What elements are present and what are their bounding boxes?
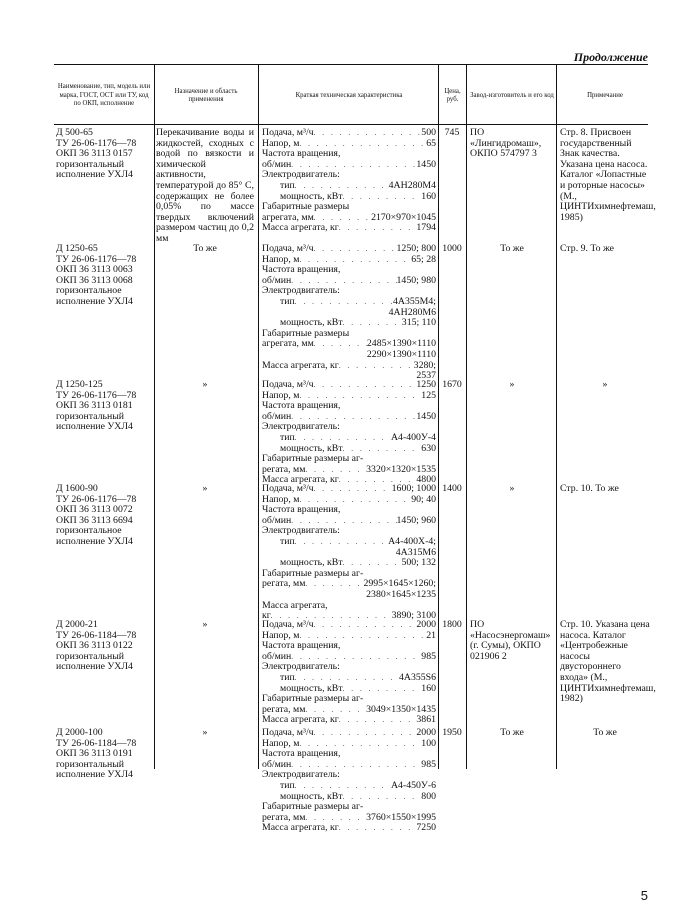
name-line: исполнение УХЛ4	[56, 169, 133, 181]
spec-line	[262, 781, 436, 792]
name-line: горизонтальный	[56, 650, 125, 662]
name-line: горизонтальное	[56, 285, 122, 297]
spec-line	[262, 715, 436, 726]
name-line: горизонтальный	[56, 410, 125, 422]
spec-value: 125	[421, 390, 436, 401]
spec-heading: Частота вращения,	[262, 748, 341, 760]
row-name-cell	[56, 244, 152, 308]
dot-leader	[314, 244, 397, 255]
dot-leader	[343, 318, 402, 329]
spec-key: Подача, м³/ч	[262, 128, 314, 138]
spec-heading: Электродвигатель:	[262, 285, 340, 297]
row-price-cell: 1670	[442, 379, 462, 390]
spec-key: Напор, м	[262, 254, 300, 265]
name-line: Д 500-65	[56, 127, 93, 138]
spec-continuation: 2380×1645×1235	[366, 588, 436, 600]
spec-value: 4800	[416, 475, 436, 486]
dot-leader	[295, 537, 388, 548]
name-line: ТУ 26-06-1176—78	[56, 493, 137, 505]
row-purpose-cell: Перекачивание воды и жидкостей, сходных с водой по вязкости и химической активности, температурой до 85° С, содержащих не более 0,05% по массе твердых включений размером частиц до 0,2 мм	[156, 127, 254, 244]
name-line: ОКП 36 3113 0063	[56, 264, 133, 276]
row-price-cell: 1400	[442, 483, 462, 494]
column-divider	[154, 64, 155, 769]
spec-line	[262, 181, 436, 192]
spec-value: 4А355S6	[398, 672, 436, 683]
name-line: Д 1250-125	[56, 379, 103, 390]
spec-key: Напор, м	[262, 390, 300, 401]
row-maker-cell: То же	[500, 243, 524, 254]
spec-key: регата, мм	[262, 579, 306, 590]
spec-line	[262, 223, 436, 234]
row-purpose-cell: »	[202, 379, 208, 390]
spec-line	[262, 705, 436, 716]
spec-key: мощность, кВт	[280, 443, 343, 454]
spec-key: регата, мм	[262, 464, 306, 475]
spec-value: 3760×1550×1995	[366, 812, 436, 823]
spec-value: 1450; 980	[396, 275, 436, 286]
table-top-rule	[54, 64, 648, 65]
name-line: ОКП 36 3113 0191	[56, 748, 133, 760]
spec-value: 90; 40	[411, 494, 436, 505]
header-maker: Завод-изготовитель и его код	[470, 91, 554, 99]
name-line: исполнение УХЛ4	[56, 661, 133, 673]
dot-leader	[314, 620, 417, 631]
spec-value: 65; 28	[411, 254, 436, 265]
spec-value: А4-450У-6	[390, 780, 436, 791]
row-note-cell: Стр. 10. То же	[560, 483, 619, 494]
spec-key: кг	[262, 611, 271, 622]
spec-value: 3049×1350×1435	[366, 704, 436, 715]
spec-heading: Частота вращения,	[262, 148, 341, 160]
spec-key: Масса агрегата, кг	[262, 823, 339, 834]
spec-line	[262, 484, 436, 495]
spec-line	[262, 620, 436, 631]
spec-value: 3320×1320×1535	[366, 464, 436, 475]
row-specs-cell	[262, 484, 436, 622]
dot-leader	[339, 223, 417, 234]
spec-key: мощность, кВт	[280, 683, 343, 694]
dot-leader	[343, 192, 422, 203]
spec-heading: Габаритные размеры аг-	[262, 567, 364, 579]
spec-value: 1600; 1000	[391, 484, 436, 494]
name-line: ТУ 26-06-1184—78	[56, 737, 137, 749]
spec-value: 3280;	[413, 360, 436, 371]
spec-value: А4-400Х-4;	[388, 536, 436, 547]
spec-key: тип	[280, 432, 295, 443]
spec-key: агрегата, мм	[262, 212, 314, 223]
row-note-cell: Стр. 10. Указана цена насоса. Каталог «Центробежные насосы двустороннего входа» (М., ЦИНТИхимнефтемаш, 1982)	[560, 619, 656, 705]
spec-line	[262, 361, 436, 372]
spec-line	[262, 380, 436, 391]
spec-heading: Частота вращения,	[262, 264, 341, 276]
dot-leader	[314, 213, 371, 224]
row-specs-cell	[262, 620, 436, 726]
name-line: ТУ 26-06-1184—78	[56, 629, 137, 641]
dot-leader	[314, 728, 417, 739]
header-note: Примечание	[587, 91, 623, 99]
column-divider	[438, 64, 439, 769]
spec-key: регата, мм	[262, 704, 306, 715]
continuation-label: Продолжение	[573, 50, 648, 64]
spec-value: 1250; 800	[396, 244, 436, 254]
row-name-cell	[56, 484, 152, 548]
row-purpose-cell: »	[202, 619, 208, 630]
spec-line	[262, 213, 436, 224]
row-specs-cell	[262, 728, 436, 834]
name-line: Д 2000-21	[56, 619, 98, 630]
spec-value: 500	[421, 128, 436, 138]
row-name-cell	[56, 128, 152, 181]
header-specs: Краткая техническая характеристика	[295, 91, 403, 99]
spec-value: 2000	[416, 620, 436, 630]
name-line: ОКП 36 3113 0068	[56, 274, 133, 286]
row-specs-cell	[262, 244, 436, 382]
row-note-cell: »	[602, 379, 608, 390]
dot-leader	[339, 823, 417, 834]
spec-value: 100	[421, 738, 436, 749]
row-maker-cell: »	[509, 483, 515, 494]
spec-heading: Масса агрегата,	[262, 599, 328, 611]
row-price-cell: 745	[444, 127, 460, 138]
spec-continuation: 2537	[416, 370, 436, 382]
spec-line	[262, 813, 436, 824]
row-price-cell: 1000	[442, 243, 462, 254]
row-note-cell: Стр. 8. Присвоен государственный Знак качества. Указана цена насоса. Каталог «Лопастные и роторные насосы» (М., ЦИНТИхимнефтемаш, 1985)	[560, 127, 656, 223]
dot-leader	[314, 484, 392, 495]
row-specs-cell	[262, 128, 436, 234]
spec-value: 2170×970×1045	[371, 212, 436, 223]
spec-key: агрегата, мм	[262, 339, 314, 350]
spec-key: мощность, кВт	[280, 191, 343, 202]
spec-heading: Электродвигатель:	[262, 661, 340, 673]
spec-heading: Частота вращения,	[262, 504, 341, 516]
name-line: горизонтальное	[56, 525, 122, 537]
spec-heading: Габаритные размеры	[262, 327, 350, 339]
spec-key: Подача, м³/ч	[262, 244, 314, 254]
column-divider	[258, 64, 259, 769]
spec-value: 985	[421, 651, 436, 662]
name-line: Д 1600-90	[56, 483, 98, 494]
spec-line	[262, 244, 436, 255]
name-line: горизонтальный	[56, 158, 125, 170]
spec-key: Масса агрегата, кг	[262, 715, 339, 726]
spec-key: Напор, м	[262, 738, 300, 749]
row-maker-cell: ПО «Лингидромаш», ОКПО 574797 3	[470, 127, 542, 160]
table-header-rule	[54, 124, 648, 125]
dot-leader	[305, 813, 366, 824]
spec-line	[262, 823, 436, 834]
spec-heading: Электродвигатель:	[262, 421, 340, 433]
name-line: исполнение УХЛ4	[56, 295, 133, 307]
name-line: горизонтальный	[56, 758, 125, 770]
spec-key: тип	[280, 296, 295, 307]
spec-value: 21	[426, 630, 436, 641]
name-line: Д 2000-100	[56, 727, 103, 738]
dot-leader	[295, 781, 391, 792]
name-line: исполнение УХЛ4	[56, 421, 133, 433]
dot-leader	[314, 339, 367, 350]
header-name: Наименование, тип, модель или марка, ГОСТ, ОСТ или ТУ, код по ОКП, исполнение	[57, 83, 151, 108]
spec-continuation: 4А315М6	[395, 546, 436, 558]
spec-key: об/мин	[262, 411, 292, 422]
name-line: ОКП 36 3113 0072	[56, 504, 133, 516]
dot-leader	[314, 128, 422, 139]
dot-leader	[295, 673, 399, 684]
spec-value: 1450	[416, 411, 436, 422]
dot-leader	[305, 465, 366, 476]
name-line: ТУ 26-06-1176—78	[56, 389, 137, 401]
spec-value: 1794	[416, 223, 436, 234]
spec-value: 4АН280М4	[388, 180, 436, 191]
spec-key: Масса агрегата, кг	[262, 475, 339, 486]
spec-key: об/мин	[262, 515, 292, 526]
spec-value: 800	[421, 791, 436, 802]
row-purpose-cell: »	[202, 483, 208, 494]
spec-key: Масса агрегата, кг	[262, 223, 339, 234]
header-purpose: Назначение и область применения	[174, 87, 238, 103]
column-divider	[556, 64, 557, 769]
row-name-cell	[56, 620, 152, 673]
spec-line	[262, 673, 436, 684]
dot-leader	[339, 715, 417, 726]
spec-heading: Частота вращения,	[262, 640, 341, 652]
spec-line	[262, 433, 436, 444]
spec-value: 630	[421, 443, 436, 454]
spec-key: об/мин	[262, 275, 292, 286]
spec-value: А4-400У-4	[390, 432, 436, 443]
row-specs-cell	[262, 380, 436, 486]
name-line: ОКП 36 3113 0157	[56, 148, 133, 160]
page-number: 5	[640, 888, 648, 903]
row-maker-cell: ПО «Насосэнергомаш» (г. Сумы), ОКПО 021906 2	[470, 619, 551, 662]
spec-heading: Электродвигатель:	[262, 525, 340, 537]
row-note-cell: Стр. 9. То же	[560, 243, 614, 254]
name-line: исполнение УХЛ4	[56, 769, 133, 781]
spec-value: 1250	[416, 380, 436, 390]
row-maker-cell: То же	[500, 727, 524, 738]
spec-key: мощность, кВт	[280, 558, 343, 569]
spec-value: 4А355М4;	[392, 296, 436, 307]
spec-key: Масса агрегата, кг	[262, 360, 339, 371]
row-maker-cell: »	[509, 379, 515, 390]
spec-value: 160	[421, 191, 436, 202]
dot-leader	[339, 361, 414, 372]
spec-key: мощность, кВт	[280, 318, 343, 329]
spec-heading: Электродвигатель:	[262, 769, 340, 781]
row-name-cell	[56, 728, 152, 781]
row-purpose-cell: То же	[193, 243, 217, 254]
row-note-cell: То же	[593, 727, 617, 738]
name-line: ТУ 26-06-1176—78	[56, 253, 137, 265]
spec-key: Напор, м	[262, 630, 300, 641]
dot-leader	[295, 433, 391, 444]
dot-leader	[305, 579, 363, 590]
spec-heading: Габаритные размеры	[262, 201, 350, 213]
spec-key: об/мин	[262, 651, 292, 662]
spec-continuation: 4АН280М6	[388, 306, 436, 318]
spec-key: тип	[280, 536, 295, 547]
spec-key: Подача, м³/ч	[262, 380, 314, 390]
spec-value: 65	[426, 138, 436, 149]
spec-heading: Габаритные размеры аг-	[262, 801, 364, 813]
spec-heading: Электродвигатель:	[262, 169, 340, 181]
name-line: исполнение УХЛ4	[56, 535, 133, 547]
dot-leader	[305, 705, 366, 716]
name-line: ТУ 26-06-1176—78	[56, 137, 137, 149]
dot-leader	[314, 380, 417, 391]
row-purpose-cell: »	[202, 727, 208, 738]
name-line: ОКП 36 3113 0181	[56, 400, 133, 412]
spec-value: 3861	[416, 715, 436, 726]
spec-key: Напор, м	[262, 138, 300, 149]
spec-key: Напор, м	[262, 494, 300, 505]
spec-key: тип	[280, 672, 295, 683]
spec-key: тип	[280, 780, 295, 791]
spec-value: 1450	[416, 159, 436, 170]
spec-key: регата, мм	[262, 812, 306, 823]
spec-line	[262, 728, 436, 739]
spec-value: 1450; 960	[396, 515, 436, 526]
spec-value: 2995×1645×1260;	[363, 579, 436, 590]
spec-key: Подача, м³/ч	[262, 484, 314, 494]
name-line: ОКП 36 3113 6694	[56, 514, 133, 526]
dot-leader	[295, 297, 393, 308]
spec-key: об/мин	[262, 759, 292, 770]
spec-heading: Габаритные размеры аг-	[262, 453, 364, 465]
spec-key: Подача, м³/ч	[262, 620, 314, 630]
spec-key: об/мин	[262, 159, 292, 170]
dot-leader	[295, 181, 389, 192]
spec-value: 3890; 3100	[391, 611, 436, 622]
row-name-cell	[56, 380, 152, 433]
spec-value: 160	[421, 683, 436, 694]
spec-line	[262, 465, 436, 476]
spec-line	[262, 537, 436, 548]
spec-line	[262, 128, 436, 139]
spec-value: 2485×1390×1110	[366, 339, 436, 350]
spec-continuation: 2290×1390×1110	[366, 348, 436, 360]
row-price-cell: 1950	[442, 727, 462, 738]
name-line: ОКП 36 3113 0122	[56, 640, 133, 652]
name-line: Д 1250-65	[56, 243, 98, 254]
spec-value: 500; 132	[401, 558, 436, 569]
header-price: Цена, руб.	[444, 87, 461, 103]
row-price-cell: 1800	[442, 619, 462, 630]
spec-heading: Частота вращения,	[262, 400, 341, 412]
spec-heading: Габаритные размеры аг-	[262, 693, 364, 705]
spec-key: тип	[280, 180, 295, 191]
spec-value: 315; 110	[401, 318, 436, 329]
spec-line	[262, 297, 436, 308]
column-divider	[466, 64, 467, 769]
spec-value: 2000	[416, 728, 436, 738]
spec-key: Подача, м³/ч	[262, 728, 314, 738]
spec-key: мощность, кВт	[280, 791, 343, 802]
spec-value: 7250	[416, 823, 436, 834]
spec-value: 985	[421, 759, 436, 770]
